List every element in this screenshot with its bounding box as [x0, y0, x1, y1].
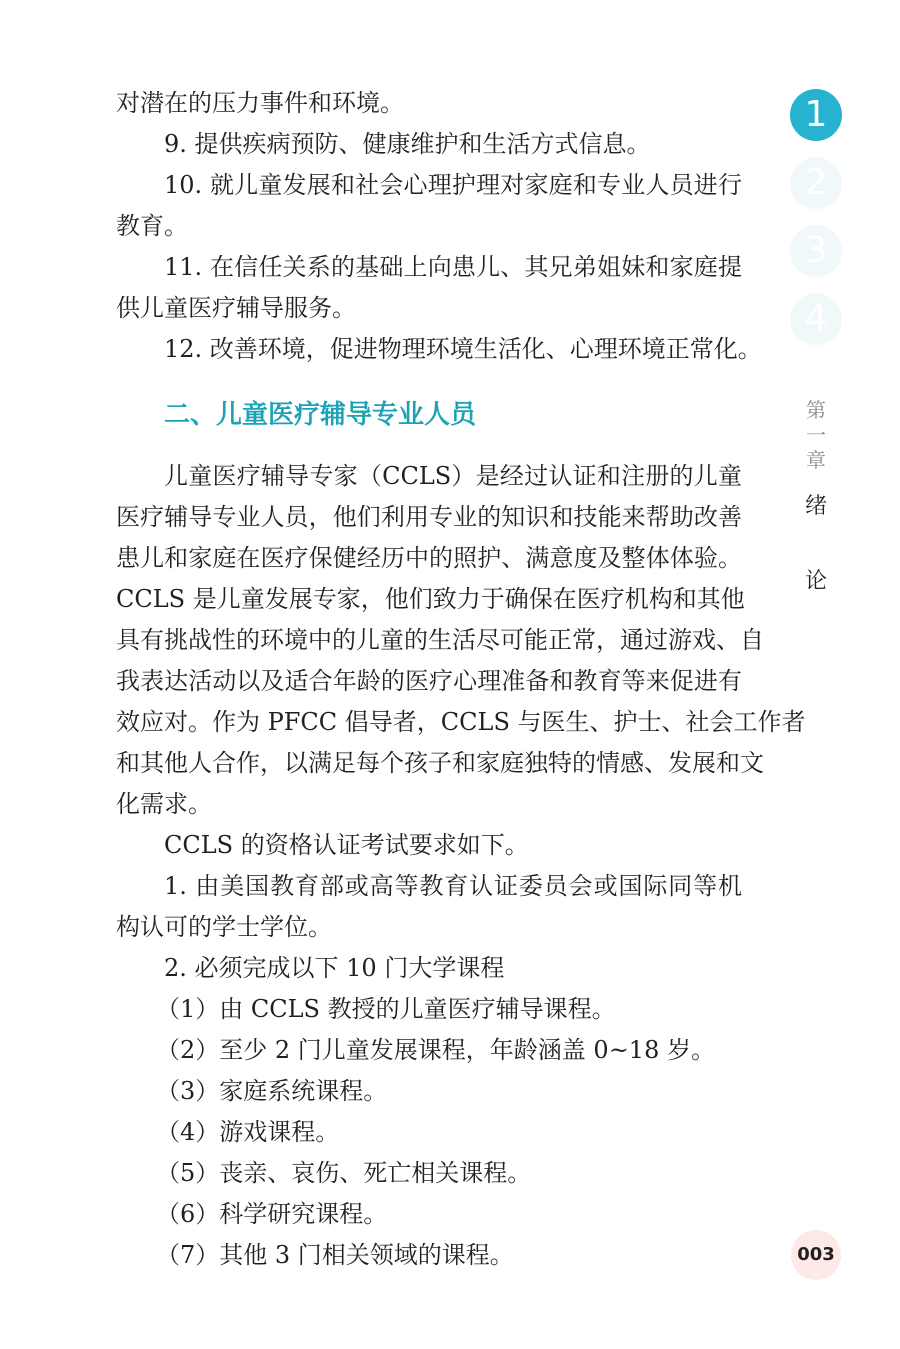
- text-line: （6）科学研究课程。: [156, 1200, 388, 1228]
- text-line: （3）家庭系统课程。: [156, 1077, 388, 1105]
- chapter-tab-1[interactable]: 1: [790, 89, 842, 141]
- text-line: 对潜在的压力事件和环境。: [116, 89, 404, 117]
- text-line: 构认可的学士学位。: [116, 913, 332, 941]
- text-line: 1. 由美国教育部或高等教育认证委员会或国际同等机: [164, 872, 742, 900]
- text-line: 教育。: [116, 212, 188, 240]
- text-line: （7）其他 3 门相关领域的课程。: [156, 1241, 514, 1269]
- text-line: 10. 就儿童发展和社会心理护理对家庭和专业人员进行: [164, 171, 742, 199]
- text-line: 化需求。: [116, 790, 212, 818]
- text-line: 和其他人合作，以满足每个孩子和家庭独特的情感、发展和文: [116, 749, 764, 777]
- text-line: （5）丧亲、哀伤、死亡相关课程。: [156, 1159, 532, 1187]
- text-line: （2）至少 2 门儿童发展课程，年龄涵盖 0~18 岁。: [156, 1036, 715, 1064]
- page-number: 003: [791, 1230, 841, 1280]
- text-line: 效应对。作为 PFCC 倡导者，CCLS 与医生、护士、社会工作者: [116, 708, 806, 736]
- section-heading: 二、儿童医疗辅导专业人员: [164, 400, 477, 430]
- chapter-label-char: 一: [806, 423, 826, 447]
- chapter-label-char: 章: [806, 448, 826, 472]
- chapter-title-char: 论: [804, 569, 827, 594]
- chapter-tab-3[interactable]: 3: [790, 225, 842, 277]
- text-line: 9. 提供疾病预防、健康维护和生活方式信息。: [164, 130, 651, 158]
- chapter-sidebar: [770, 0, 900, 1349]
- text-line: 儿童医疗辅导专家（CCLS）是经过认证和注册的儿童: [164, 462, 742, 490]
- chapter-tab-2[interactable]: 2: [790, 157, 842, 209]
- text-line: CCLS 是儿童发展专家，他们致力于确保在医疗机构和其他: [116, 585, 745, 613]
- text-line: CCLS 的资格认证考试要求如下。: [164, 831, 529, 859]
- text-line: 具有挑战性的环境中的儿童的生活尽可能正常，通过游戏、自: [116, 626, 764, 654]
- text-line: 供儿童医疗辅导服务。: [116, 294, 356, 322]
- chapter-label-char: 第: [806, 398, 826, 422]
- text-line: 2. 必须完成以下 10 门大学课程: [164, 954, 505, 982]
- text-line: （1）由 CCLS 教授的儿童医疗辅导课程。: [156, 995, 616, 1023]
- text-line: 12. 改善环境，促进物理环境生活化、心理环境正常化。: [164, 335, 762, 363]
- text-line: （4）游戏课程。: [156, 1118, 340, 1146]
- chapter-title-char: 绪: [804, 494, 827, 519]
- text-line: 我表达活动以及适合年龄的医疗心理准备和教育等来促进有: [116, 667, 742, 695]
- chapter-tab-4[interactable]: 4: [790, 293, 842, 345]
- text-line: 患儿和家庭在医疗保健经历中的照护、满意度及整体体验。: [116, 544, 742, 572]
- text-line: 11. 在信任关系的基础上向患儿、其兄弟姐妹和家庭提: [164, 253, 742, 281]
- text-line: 医疗辅导专业人员，他们利用专业的知识和技能来帮助改善: [116, 503, 742, 531]
